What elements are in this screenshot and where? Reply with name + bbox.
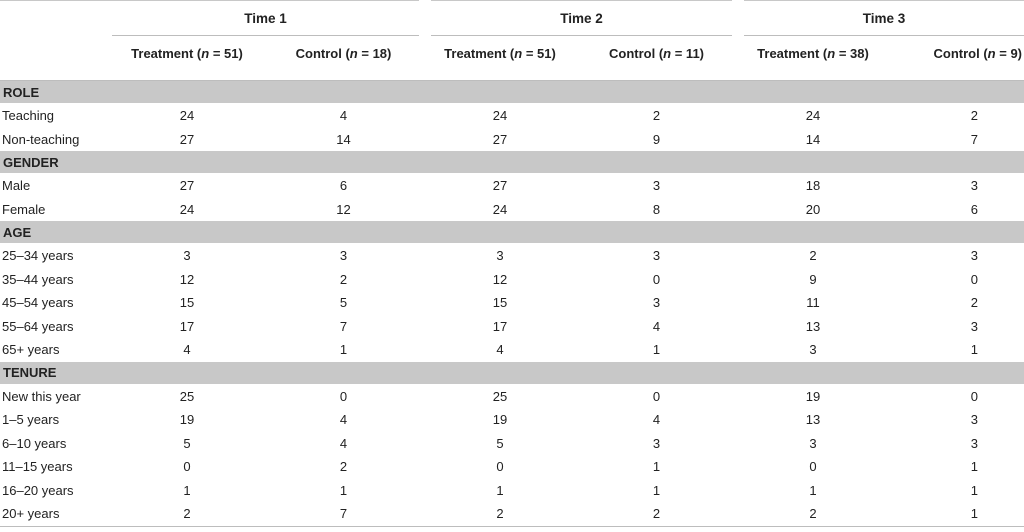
table-cell: 2	[425, 502, 575, 526]
table-cell: 6	[970, 201, 978, 217]
table-cell: 3	[970, 318, 978, 334]
table-cell: 15	[492, 295, 508, 311]
table-cell: 1	[652, 342, 661, 358]
row-label: 35–44 years	[2, 271, 74, 287]
table-cell: 5	[183, 435, 191, 451]
table-row	[0, 338, 1024, 362]
table-cell: 2	[738, 502, 888, 526]
table-cell: 7	[262, 502, 425, 526]
section-title: ROLE	[0, 81, 1024, 104]
table-cell: 3	[183, 248, 191, 264]
table-cell: 4	[183, 342, 191, 358]
table-cell: 3	[970, 248, 978, 264]
row-label: 11–15 years	[2, 459, 73, 475]
table-cell: 13	[805, 412, 821, 428]
group-header-text: n	[663, 45, 672, 61]
table-cell: 3	[339, 248, 348, 264]
group-header-text: n	[349, 45, 358, 61]
group-header-row	[0, 36, 1024, 71]
table-cell: 1	[652, 459, 661, 475]
table-row	[0, 268, 1024, 292]
table-cell: 5	[496, 435, 504, 451]
section-title: TENURE	[0, 362, 1024, 385]
group-header-text: n	[827, 45, 836, 61]
section-header-row	[0, 151, 1024, 174]
table-cell: 18	[805, 178, 821, 194]
table-row	[0, 128, 1024, 152]
table-cell: 2	[652, 108, 661, 124]
section-header-row	[0, 362, 1024, 385]
row-label: 65+ years	[2, 342, 60, 358]
treatment-group-header	[112, 36, 262, 71]
group-header-text: Treatment (	[757, 45, 828, 61]
table-cell: 14	[805, 131, 821, 147]
group-header-text: = 51)	[209, 45, 243, 61]
table-cell: 11	[806, 295, 820, 311]
table-header	[0, 1, 1024, 81]
table-cell: 1	[970, 482, 978, 498]
table-cell: 2	[575, 502, 738, 526]
section-header-row	[0, 81, 1024, 104]
table-cell: 24	[805, 108, 821, 124]
table-cell: 2	[339, 459, 348, 475]
table-row	[0, 479, 1024, 503]
row-label: 16–20 years	[2, 482, 74, 498]
table-cell: 13	[805, 318, 821, 334]
table-body	[0, 81, 1024, 527]
table-row	[0, 455, 1024, 479]
row-label: 20+ years	[0, 502, 112, 526]
table-cell: 27	[492, 131, 508, 147]
group-header-text: Treatment (	[444, 45, 515, 61]
table-cell: 9	[809, 271, 817, 287]
group-header-text: = 38)	[835, 45, 869, 61]
table-cell: 19	[179, 412, 195, 428]
table-cell: 14	[336, 131, 351, 147]
section-title: GENDER	[0, 151, 1024, 174]
table-cell: 3	[496, 248, 504, 264]
table-cell: 0	[970, 271, 978, 287]
table-cell: 27	[179, 131, 195, 147]
table-cell: 7	[339, 318, 348, 334]
table-cell: 25	[492, 388, 508, 404]
table-cell: 2	[809, 248, 817, 264]
row-label: Male	[2, 178, 31, 194]
table-cell: 12	[179, 271, 195, 287]
row-label: 6–10 years	[2, 435, 67, 451]
table-row	[0, 384, 1024, 408]
group-header-text: = 18)	[357, 45, 392, 61]
row-label: Female	[2, 201, 46, 217]
table-cell: 1	[888, 502, 1024, 526]
table-cell: 19	[492, 412, 508, 428]
section-title: AGE	[0, 221, 1024, 244]
group-header-text: Control (	[933, 45, 988, 61]
table-cell: 6	[339, 178, 348, 194]
control-group-header	[575, 36, 738, 71]
group-header-text: = 9)	[995, 45, 1022, 61]
group-header-text: Control (	[609, 45, 664, 61]
group-header-text: n	[201, 45, 210, 61]
table-cell: 0	[339, 388, 348, 404]
table-cell: 3	[970, 435, 978, 451]
table-cell: 12	[336, 201, 351, 217]
time-3-header: Time 3	[738, 1, 1024, 36]
row-label: Non-teaching	[2, 131, 80, 147]
table-cell: 20	[805, 201, 821, 217]
table-cell: 3	[652, 435, 661, 451]
table-cell: 1	[809, 482, 817, 498]
table-row	[0, 315, 1024, 339]
table-cell: 2	[970, 108, 978, 124]
table-cell: 9	[652, 131, 661, 147]
table-cell: 2	[339, 271, 348, 287]
header-divider	[0, 70, 1024, 81]
group-header-text: = 11)	[671, 45, 704, 61]
row-label: 55–64 years	[2, 318, 74, 334]
table-row	[0, 198, 1024, 222]
table-cell: 5	[339, 295, 348, 311]
corner-cell	[0, 36, 112, 71]
table-cell: 1	[652, 482, 661, 498]
table-cell: 3	[652, 178, 661, 194]
table-cell: 27	[492, 178, 508, 194]
table-cell: 0	[652, 271, 661, 287]
table-cell: 25	[179, 388, 195, 404]
time-header-row	[0, 1, 1024, 36]
table-cell: 4	[339, 412, 348, 428]
table-cell: 24	[179, 201, 195, 217]
corner-cell	[0, 1, 112, 36]
table-cell: 2	[112, 502, 262, 526]
table-cell: 1	[183, 482, 191, 498]
row-label: 45–54 years	[2, 295, 74, 311]
table-cell: 2	[970, 295, 978, 311]
row-label: Teaching	[2, 108, 55, 124]
table-cell: 7	[970, 131, 978, 147]
control-group-header	[888, 36, 1024, 71]
group-header-text: = 51)	[522, 45, 556, 61]
group-header-text: Control (	[295, 45, 350, 61]
time-1-header: Time 1	[112, 1, 425, 36]
table-cell: 0	[652, 388, 661, 404]
table-cell: 4	[652, 318, 661, 334]
table-cell: 17	[492, 318, 508, 334]
table-cell: 3	[652, 295, 661, 311]
section-header-row	[0, 221, 1024, 244]
table-cell: 19	[805, 388, 821, 404]
table-cell: 12	[492, 271, 508, 287]
table-cell: 4	[339, 108, 348, 124]
control-group-header	[262, 36, 425, 71]
table-row	[0, 502, 1024, 526]
table-cell: 1	[339, 342, 348, 358]
row-label: 25–34 years	[2, 248, 74, 264]
table-cell: 3	[970, 178, 978, 194]
table-cell: 0	[970, 388, 978, 404]
table-cell: 1	[496, 482, 504, 498]
group-header-text: n	[987, 45, 996, 61]
table-cell: 1	[970, 342, 978, 358]
time-2-header: Time 2	[425, 1, 738, 36]
table-row	[0, 291, 1024, 315]
table-cell: 24	[492, 108, 508, 124]
table-cell: 4	[652, 412, 661, 428]
table-cell: 1	[970, 459, 978, 475]
group-header-text: Treatment (	[131, 45, 202, 61]
table-cell: 8	[652, 201, 661, 217]
table-cell: 4	[339, 435, 348, 451]
row-label: New this year	[2, 388, 81, 404]
table-cell: 0	[183, 459, 191, 475]
table-row	[0, 174, 1024, 198]
table-row	[0, 432, 1024, 456]
table-cell: 3	[809, 435, 817, 451]
table-cell: 27	[179, 178, 195, 194]
group-header-text: n	[514, 45, 523, 61]
table-cell: 24	[492, 201, 508, 217]
table-cell: 3	[809, 342, 817, 358]
table-cell: 0	[496, 459, 504, 475]
row-label: 1–5 years	[2, 412, 60, 428]
table-row	[0, 408, 1024, 432]
table-cell: 3	[652, 248, 661, 264]
treatment-group-header	[425, 36, 575, 71]
table-cell: 17	[179, 318, 195, 334]
table-cell: 0	[809, 459, 817, 475]
treatment-group-header	[738, 36, 888, 71]
table-cell: 4	[496, 342, 504, 358]
table-cell: 24	[179, 108, 195, 124]
table-cell: 1	[339, 482, 348, 498]
table-cell: 15	[179, 295, 195, 311]
table-cell: 3	[970, 412, 978, 428]
table-row	[0, 104, 1024, 128]
table-row	[0, 244, 1024, 268]
